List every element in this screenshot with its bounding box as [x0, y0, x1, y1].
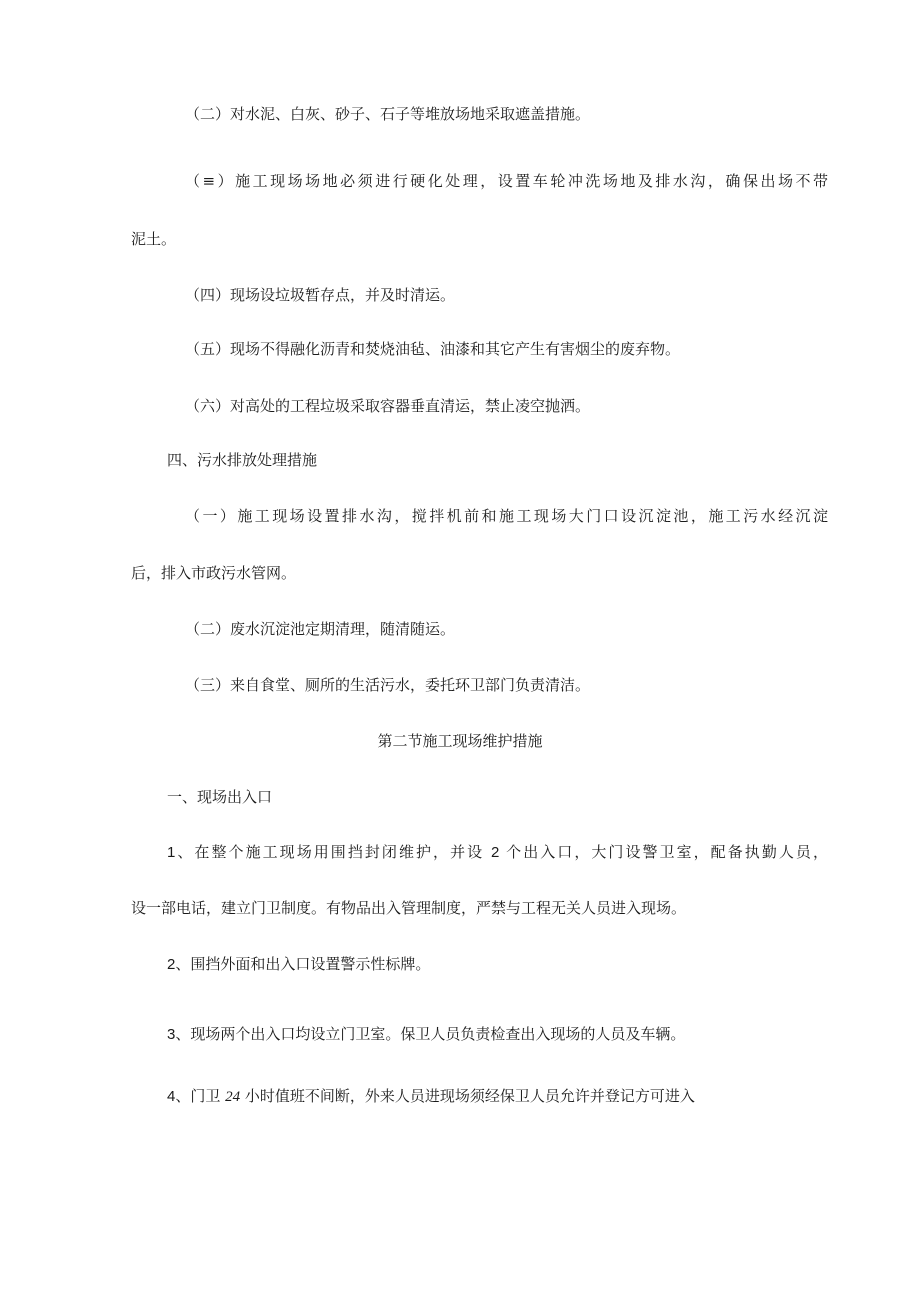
list-item-4: 4、门卫 24 小时值班不间断，外来人员进现场须经保卫人员允许并登记方可进入 — [167, 1087, 695, 1105]
paragraph-drainage-line2: 后，排入市政污水管网。 — [131, 564, 297, 582]
paragraph-no-asphalt: （五）现场不得融化沥青和焚烧油毡、油漆和其它产生有害烟尘的废弃物。 — [185, 340, 681, 358]
paragraph-domestic-sewage: （三）来自食堂、厕所的生活污水，委托环卫部门负责清洁。 — [185, 676, 591, 694]
paragraph-drainage-line1: （一）施工现场设置排水沟，搅拌机前和施工现场大门口设沉淀池，施工污水经沉淀 — [185, 507, 828, 525]
list-item-3: 3、现场两个出入口均设立门卫室。保卫人员负责检查出入现场的人员及车辆。 — [167, 1025, 686, 1043]
paragraph-garbage-point: （四）现场设垃圾暂存点，并及时清运。 — [185, 286, 456, 304]
list-item-number: 1 — [167, 844, 176, 861]
section-heading-entrance: 一、现场出入口 — [167, 788, 273, 806]
section-title-site-maintenance: 第二节施工现场维护措施 — [377, 732, 543, 750]
paragraph-hardening-line1: （≡）施工现场场地必须进行硬化处理，设置车轮冲洗场地及排水沟，确保出场不带 — [185, 172, 828, 190]
hours-value: 24 — [225, 1089, 241, 1105]
list-item-number: 2 — [167, 956, 176, 973]
list-item-number: 3 — [167, 1026, 176, 1043]
section-heading-sewage: 四、污水排放处理措施 — [167, 451, 318, 469]
paragraph-hardening-line2: 泥土。 — [131, 230, 177, 248]
gate-count: 2 — [491, 844, 500, 861]
paragraph-cover-materials: （二）对水泥、白灰、砂子、石子等堆放场地采取遮盖措施。 — [185, 105, 591, 123]
paragraph-high-garbage: （六）对高处的工程垃圾采取容器垂直清运，禁止凌空抛洒。 — [185, 397, 591, 415]
list-item-2: 2、围挡外面和出入口设置警示性标牌。 — [167, 955, 431, 973]
list-item-1-line1: 1、在整个施工现场用围挡封闭维护，并设 2 个出入口，大门设警卫室，配备执勤人员， — [167, 843, 828, 861]
list-item-number: 4 — [167, 1088, 176, 1105]
paragraph-sediment-tank: （二）废水沉淀池定期清理，随清随运。 — [185, 620, 456, 638]
list-item-1-line2: 设一部电话，建立门卫制度。有物品出入管理制度，严禁与工程无关人员进入现场。 — [131, 899, 687, 917]
